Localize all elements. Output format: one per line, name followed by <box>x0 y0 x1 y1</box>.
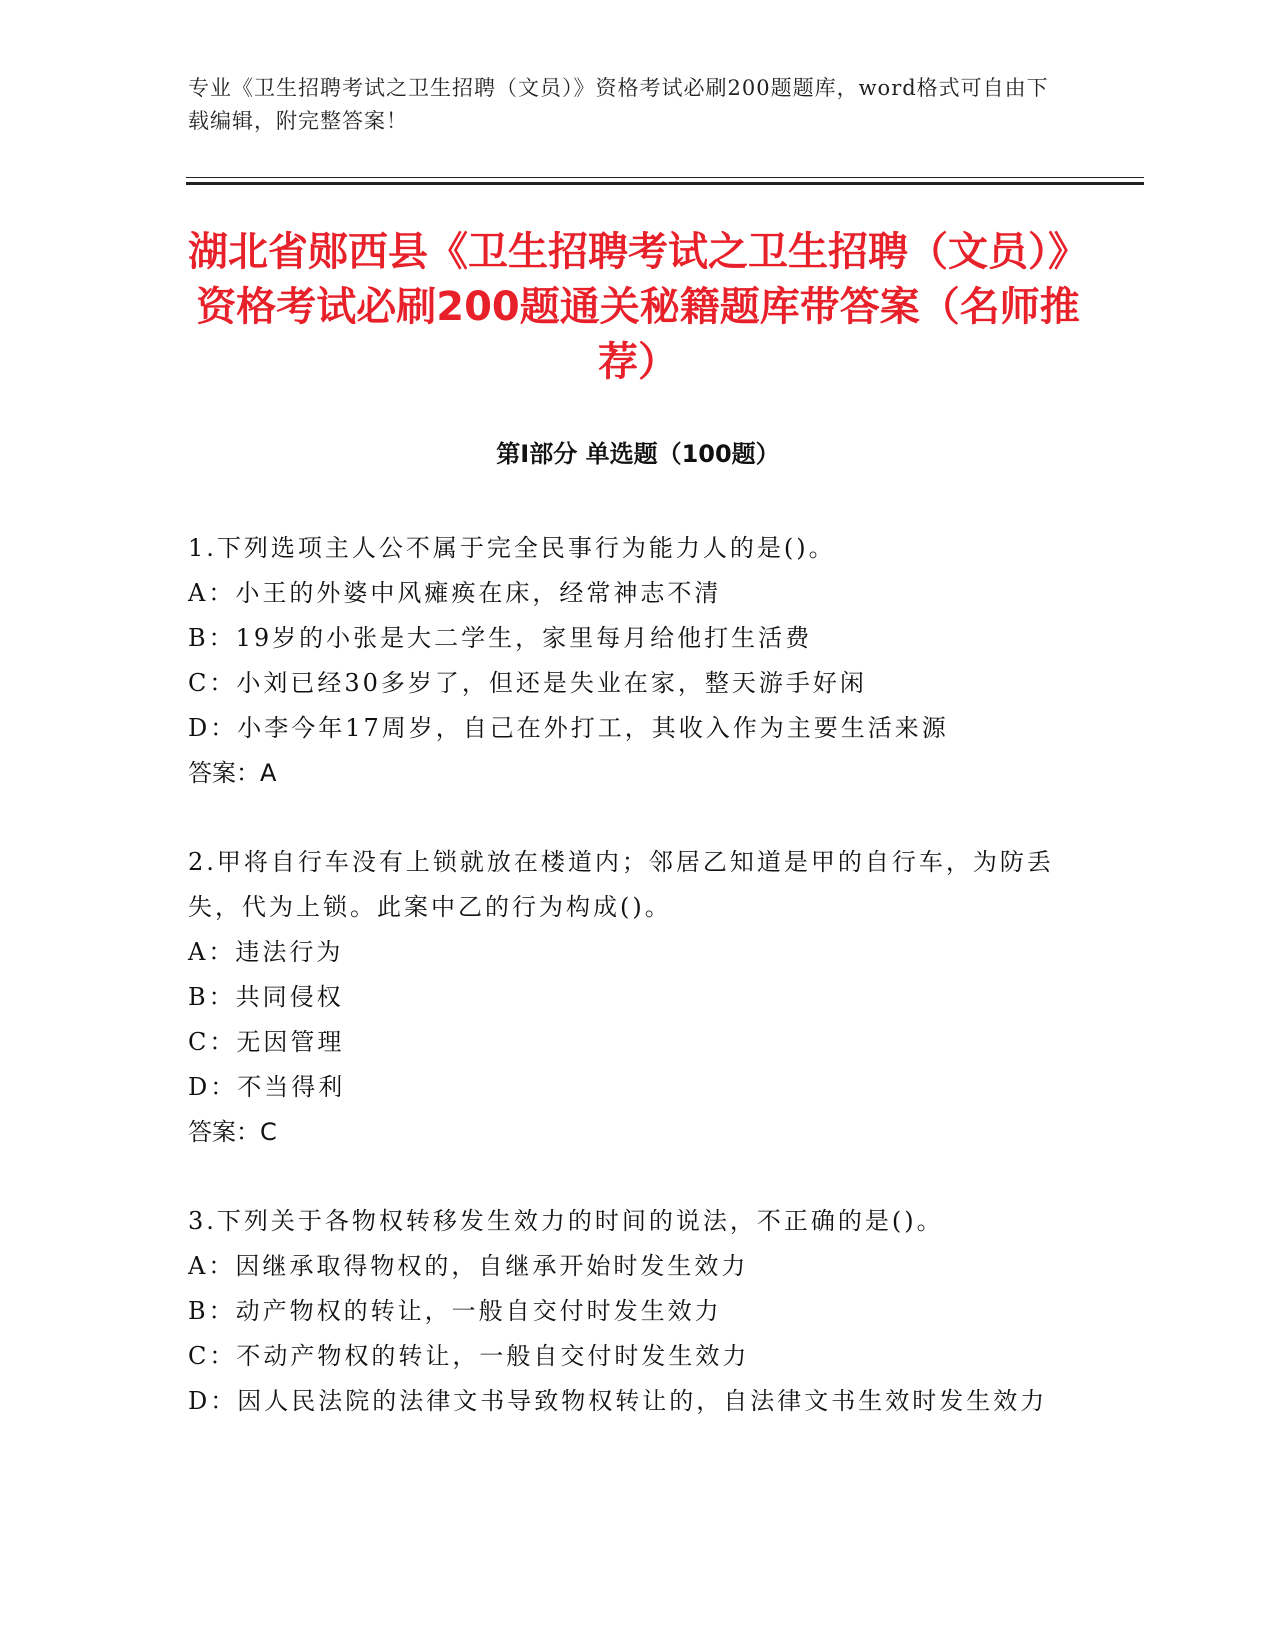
option-b: B：共同侵权 <box>188 983 344 1011</box>
document-title: 湖北省郧西县《卫生招聘考试之卫生招聘（文员）》资格考试必刷200题通关秘籍题库带答案（名师推荐） <box>188 229 1088 385</box>
option-c: C：不动产物权的转让，一般自交付时发生效力 <box>188 1342 750 1370</box>
option-d: D：小李今年17周岁，自己在外打工，其收入作为主要生活来源 <box>188 714 949 742</box>
section-heading: 第Ⅰ部分 单选题（100题） <box>496 440 780 468</box>
question-1 <box>188 526 1068 796</box>
question-stem: 1.下列选项主人公不属于完全民事行为能力人的是()。 <box>188 534 836 562</box>
option-b: B：19岁的小张是大二学生，家里每月给他打生活费 <box>188 624 813 652</box>
option-a: A：因继承取得物权的，自继承开始时发生效力 <box>188 1252 749 1280</box>
option-a: A：小王的外婆中风瘫痪在床，经常神志不清 <box>188 579 722 607</box>
question-list <box>188 526 1068 1468</box>
header-note: 专业《卫生招聘考试之卫生招聘（文员）》资格考试必刷200题题库，word格式可自由下载编辑，附完整答案！ <box>188 76 1049 133</box>
option-d: D：因人民法院的法律文书导致物权转让的，自法律文书生效时发生效力 <box>188 1387 1048 1415</box>
option-b: B：动产物权的转让，一般自交付时发生效力 <box>188 1297 722 1325</box>
header-divider-thin <box>186 177 1144 178</box>
question-2 <box>188 840 1068 1155</box>
header-divider-thick <box>186 182 1144 185</box>
option-d: D：不当得利 <box>188 1073 346 1101</box>
answer-line: 答案：A <box>188 759 277 787</box>
question-3 <box>188 1199 1068 1424</box>
option-c: C：小刘已经30多岁了，但还是失业在家，整天游手好闲 <box>188 669 867 697</box>
option-c: C：无因管理 <box>188 1028 345 1056</box>
answer-line: 答案：C <box>188 1118 277 1146</box>
question-stem: 2.甲将自行车没有上锁就放在楼道内；邻居乙知道是甲的自行车，为防丢失，代为上锁。此案中乙的行为构成()。 <box>188 848 1054 921</box>
option-a: A：违法行为 <box>188 938 344 966</box>
question-stem: 3.下列关于各物权转移发生效力的时间的说法，不正确的是()。 <box>188 1207 944 1235</box>
